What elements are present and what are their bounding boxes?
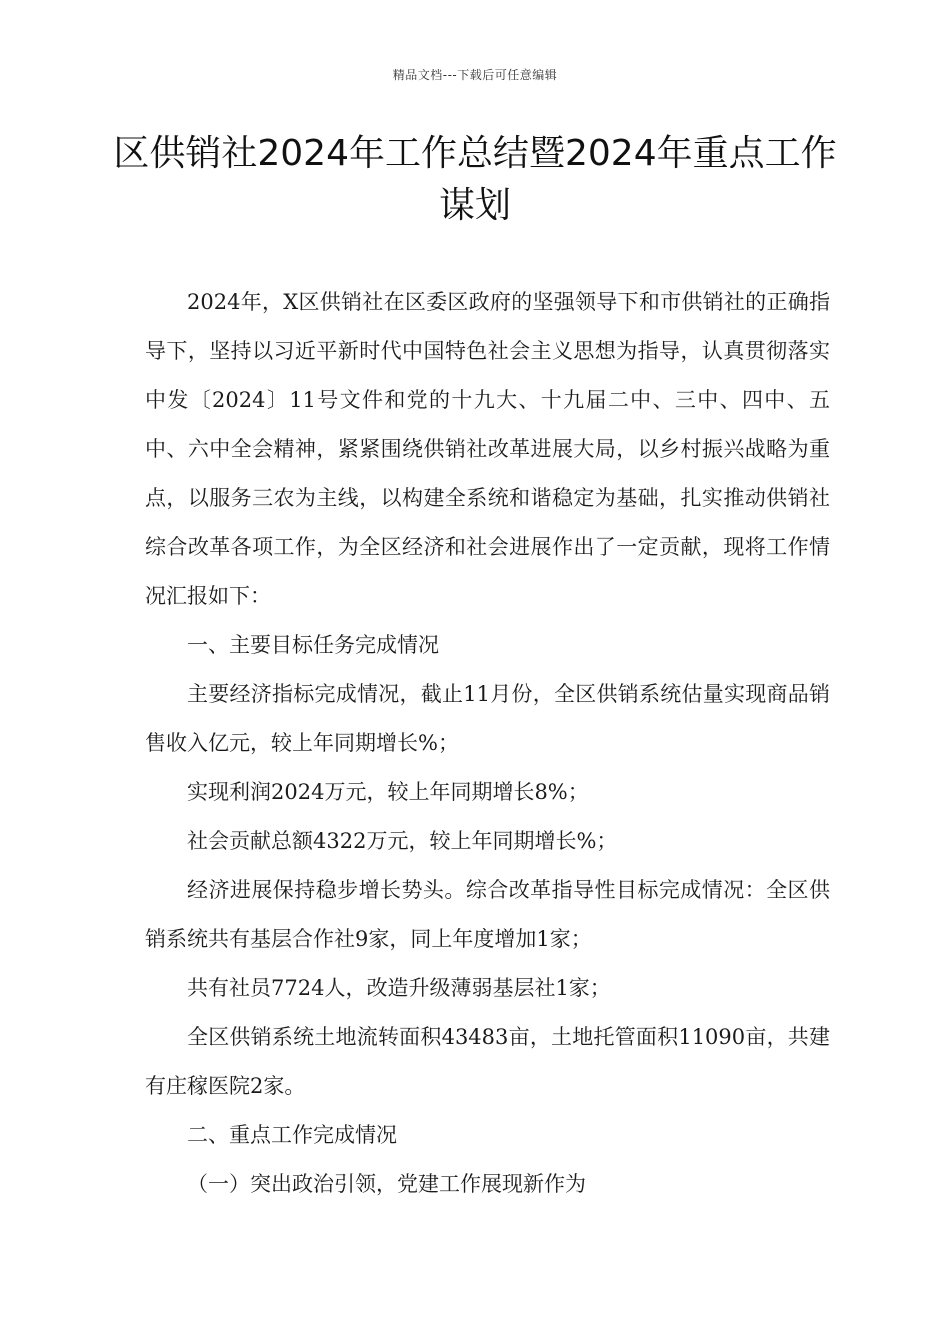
paragraph-intro: 2024年，X区供销社在区委区政府的坚强领导下和市供销社的正确指导下，坚持以习近平新时代中国特色社会主义思想为指导，认真贯彻落实中发〔2024〕11号文件和党的十九大、十九届二中、三中、四中、五中、六中全会精神，紧紧围绕供销社改革进展大局，以乡村振兴战略为重点，以服务三农为主线，以构建全系统和谐稳定为基础，扎实推动供销社综合改革各项工作，为全区经济和社会进展作出了一定贡献，现将工作情况汇报如下： bbox=[145, 290, 830, 608]
paragraph-land: 全区供销系统土地流转面积43483亩，土地托管面积11090亩，共建有庄稼医院2家。 bbox=[145, 1025, 830, 1098]
paragraph-profit: 实现利润2024万元，较上年同期增长8%； bbox=[187, 780, 589, 804]
document-body bbox=[145, 278, 830, 1209]
paragraph-reform-targets: 经济进展保持稳步增长势头。综合改革指导性目标完成情况：全区供销系统共有基层合作社9家，同上年度增加1家； bbox=[145, 878, 830, 951]
section-heading-1: 一、主要目标任务完成情况 bbox=[187, 633, 439, 657]
paragraph-sales: 主要经济指标完成情况，截止11月份，全区供销系统估量实现商品销售收入亿元，较上年同期增长%； bbox=[145, 682, 830, 755]
subsection-heading-1: （一）突出政治引领，党建工作展现新作为 bbox=[187, 1172, 586, 1196]
document-title: 区供销社2024年工作总结暨2024年重点工作谋划 bbox=[113, 133, 837, 226]
header-note: 精品文档---下载后可任意编辑 bbox=[392, 68, 558, 82]
paragraph-members: 共有社员7724人，改造升级薄弱基层社1家； bbox=[187, 976, 611, 1000]
paragraph-contribution: 社会贡献总额4322万元，较上年同期增长%； bbox=[187, 829, 618, 853]
section-heading-2: 二、重点工作完成情况 bbox=[187, 1123, 397, 1147]
